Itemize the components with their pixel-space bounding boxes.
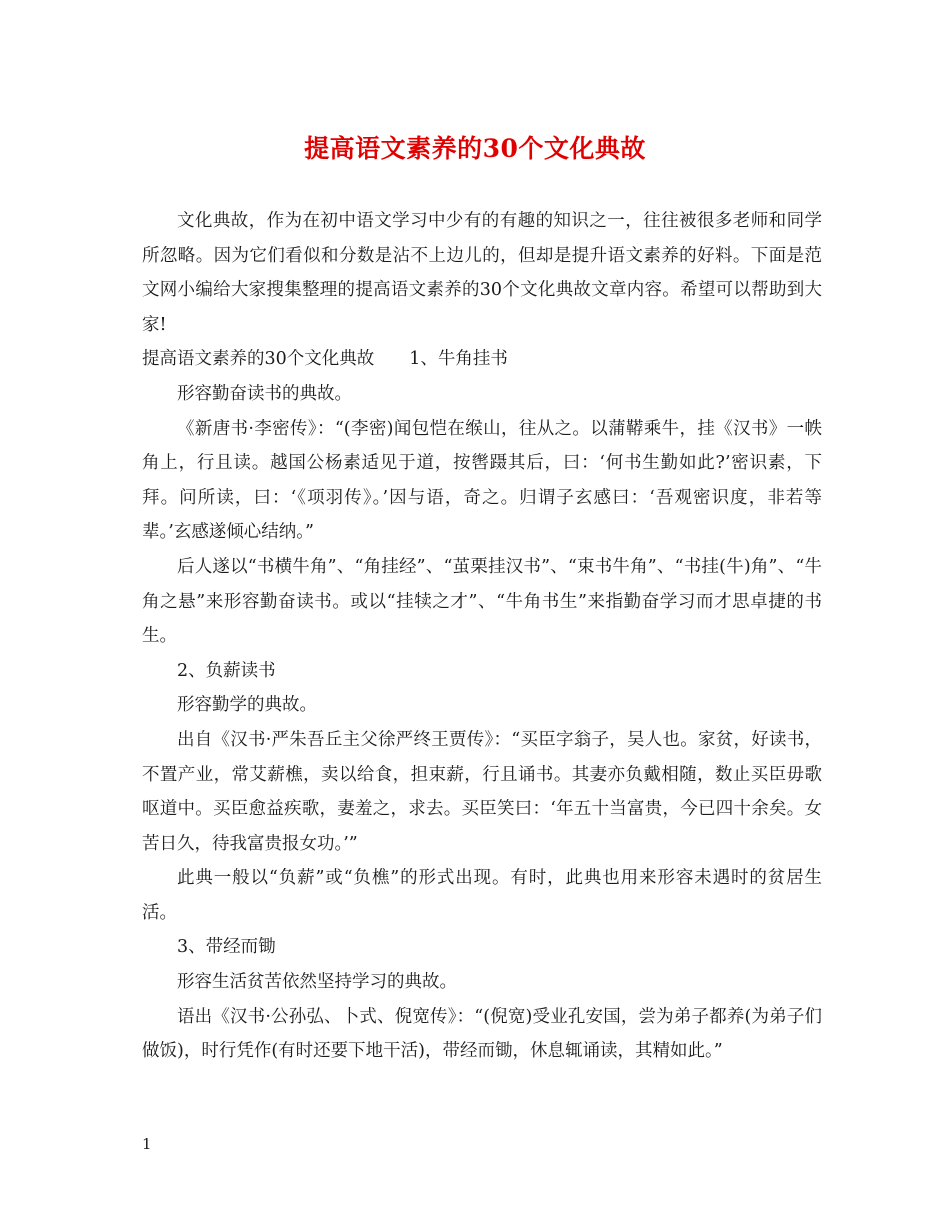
story-2-usage: 此典一般以“负薪”或“负樵”的形式出现。有时，此典也用来形容未遇时的贫居生活。	[142, 868, 822, 923]
section-heading-1: 提高语文素养的30个文化典故 1、牛角挂书	[142, 349, 508, 370]
section-heading-2: 2、负薪读书	[177, 660, 276, 681]
story-1-quote: 《新唐书·李密传》：“(李密)闻包恺在缑山，往从之。以蒲鞯乘牛，挂《汉书》一帙角上，行且读。越国公杨素适见于道，按辔蹑其后，曰：‘何书生勤如此?’密识素，下拜。问所读，曰：‘《项羽传》。’因与语，奇之。归谓子玄感曰：‘吾观密识度，非若等辈。’玄感遂倾心结纳。”	[142, 418, 822, 543]
intro-paragraph: 文化典故，作为在初中语文学习中少有的有趣的知识之一，往往被很多老师和同学所忽略。因为它们看似和分数是沾不上边儿的，但却是提升语文素养的好料。下面是范文网小编给大家搜集整理的提高语文素养的30个文化典故文章内容。希望可以帮助到大家!	[142, 211, 822, 335]
story-2-summary: 形容勤学的典故。	[177, 695, 317, 716]
story-1-usage: 后人遂以“书横牛角”、“角挂经”、“茧栗挂汉书”、“束书牛角”、“书挂(牛)角”、“牛角之悬”来形容勤奋读书。或以“挂犊之才”、“牛角书生”来指勤奋学习而才思卓捷的书生。	[142, 556, 822, 647]
section-heading-3: 3、带经而锄	[177, 937, 276, 958]
story-3-quote: 语出《汉书·公孙弘、卜式、倪宽传》：“(倪宽)受业孔安国，尝为弟子都养(为弟子们做饭)，时行凭作(有时还要下地干活)，带经而锄，休息辄诵读，其精如此。”	[142, 1006, 822, 1062]
document-body	[142, 204, 822, 1069]
story-2-quote: 出自《汉书·严朱吾丘主父徐严终王贾传》：“买臣字翁子，吴人也。家贫，好读书，不置产业，常艾薪樵，卖以给食，担束薪，行且诵书。其妻亦负戴相随，数止买臣毋歌呕道中。买臣愈益疾歌，妻羞之，求去。买臣笑曰：‘年五十当富贵，今已四十余矣。女苦日久，待我富贵报女功。’”	[142, 729, 822, 854]
document-title: 提高语文素养的30个文化典故	[304, 134, 646, 163]
story-3-summary: 形容生活贫苦依然坚持学习的典故。	[177, 972, 457, 993]
page-number: 1	[142, 1135, 152, 1153]
story-1-summary: 形容勤奋读书的典故。	[177, 383, 352, 404]
